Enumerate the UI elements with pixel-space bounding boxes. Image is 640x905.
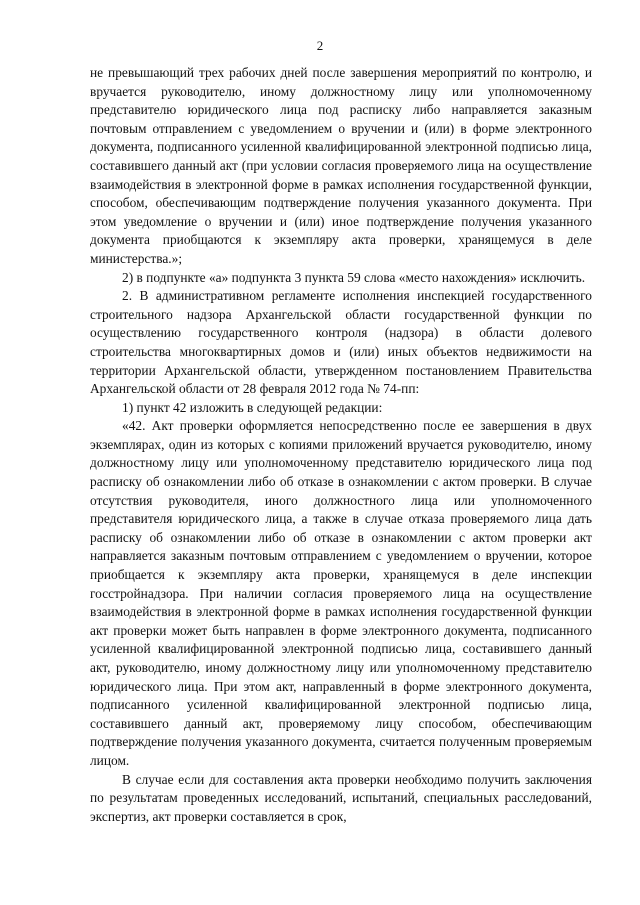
document-body: [90, 64, 592, 826]
paragraph-subitem-1: 1) пункт 42 изложить в следующей редакции:: [122, 399, 383, 415]
paragraph-point-42: «42. Акт проверки оформляется непосредственно после ее завершения в двух экземплярах, один из которых с копиями приложений вручается руководителю, иному должностному лицу или уполномоченному представителю юридического лица под расписку об ознакомлении либо об отказе в ознакомлении с актом проверки. В случае отсутствия руководителя, иного должностного лица или уполномоченного представителя юридического лица, а также в случае отказа проверяемого лица дать расписку об ознакомлении либо об отказе в ознакомлении с актом проверки акт направляется заказным почтовым отправлением с уведомлением о вручении, которое приобщается к экземпляру акта проверки, хранящемуся в деле инспекции госстройнадзора. При наличии согласия проверяемого лица на осуществление взаимодействия в электронной форме в рамках исполнения государственной функции акт проверки может быть направлен в форме электронного документа, подписанного усиленной квалифицированной электронной подписью лица, составившего данный акт, руководителю, иному должностному лицу или уполномоченному представителю юридического лица. При этом акт, направленный в форме электронного документа, подписанного усиленной квалифицированной электронной подписью лица, составившего данный акт, проверяемому лицу способом, обеспечивающим подтверждение получения указанного документа, считается полученным проверяемым лицом.: [90, 418, 592, 768]
paragraph-subitem-2: 2) в подпункте «а» подпункта 3 пункта 59 слова «место нахождения» исключить.: [122, 269, 586, 285]
paragraph-expertise-case: В случае если для составления акта проверки необходимо получить заключения по результатам проведенных исследований, испытаний, специальных расследований, экспертиз, акт проверки составляется в срок,: [90, 771, 592, 824]
page-number: 2: [316, 38, 324, 53]
paragraph-item-2-regulation: 2. В административном регламенте исполнения инспекцией государственного строительного надзора Архангельской области государственной функции по осуществлению государственного контроля (надзора) в области долевого строительства многоквартирных домов и (или) иных объектов недвижимости на территории Архангельской области, утвержденном постановлением Правительства Архангельской области от 28 февраля 2012 года № 74-пп:: [90, 288, 592, 397]
paragraph-act-delivery-continued: не превышающий трех рабочих дней после завершения мероприятий по контролю, и вручается руководителю, иному должностному лицу или уполномоченному представителю юридического лица под расписку либо направляется заказным почтовым отправлением с уведомлением о вручении и (или) в форме электронного документа, подписанного усиленной квалифицированной электронной подписью лица, составившего данный акт (при условии согласия проверяемого лица на осуществление взаимодействия в электронной форме в рамках исполнения государственной функции, способом, обеспечивающим подтверждение получения указанного документа. При этом уведомление о вручении и (или) иное подтверждение получения указанного документа приобщаются к экземпляру акта проверки, хранящемуся в деле министерства.»;: [90, 65, 592, 266]
